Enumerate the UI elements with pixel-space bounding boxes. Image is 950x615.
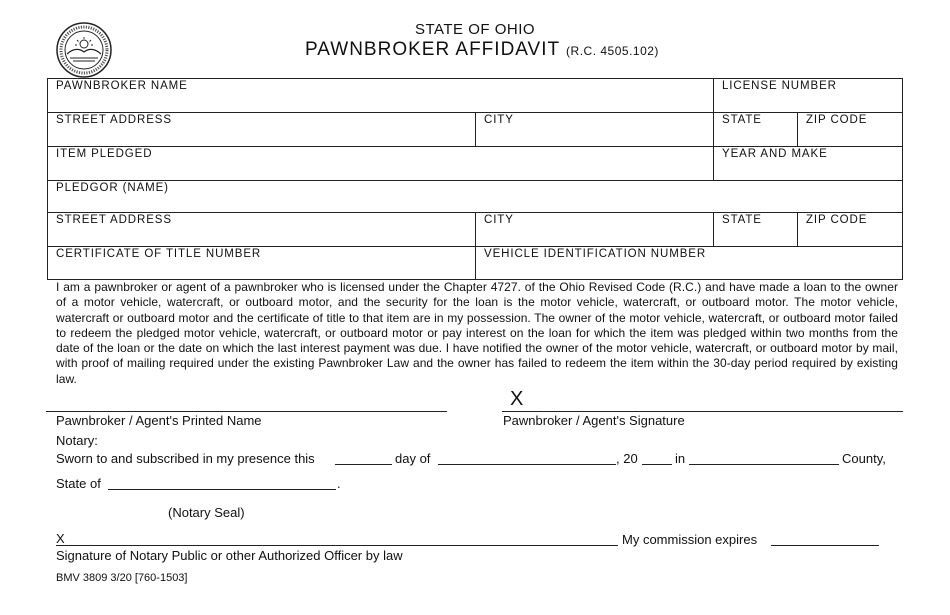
state-period: . xyxy=(337,476,341,491)
pledgor-name-field[interactable] xyxy=(47,180,903,213)
year-line[interactable] xyxy=(642,464,672,465)
notary-seal-text: (Notary Seal) xyxy=(168,505,245,520)
notary-signature-line[interactable] xyxy=(56,545,618,546)
pledgor-state-field[interactable] xyxy=(713,212,798,247)
signature-label: Pawnbroker / Agent's Signature xyxy=(503,413,685,428)
pawnbroker-name-label: PAWNBROKER NAME xyxy=(56,80,188,92)
notary-heading: Notary: xyxy=(56,433,98,448)
pledgor-city-field[interactable] xyxy=(475,212,714,247)
certificate-of-title-label: CERTIFICATE OF TITLE NUMBER xyxy=(56,248,262,260)
form-statute-code: (R.C. 4505.102) xyxy=(566,44,659,58)
zip-code-label: ZIP CODE xyxy=(806,214,868,226)
printed-name-label: Pawnbroker / Agent's Printed Name xyxy=(56,413,262,428)
certificate-of-title-field[interactable] xyxy=(47,246,476,280)
signature-line[interactable] xyxy=(502,411,903,412)
day-number-line[interactable] xyxy=(335,464,392,465)
printed-name-line[interactable] xyxy=(46,411,447,412)
vin-label: VEHICLE IDENTIFICATION NUMBER xyxy=(484,248,707,260)
pawnbroker-city-field[interactable] xyxy=(475,112,714,147)
affidavit-statement: I am a pawnbroker or agent of a pawnbroker who is licensed under the Chapter 4727. of the Ohio Revised Code (R.C.) and have made a loan to the owner of a motor vehicle, watercraft, or outboard motor, and the security for the loan is the motor vehicle, watercraft, or outboard motor. The motor vehicle, watercraft or outboard motor and the certificate of title to that item are in my possession. The owner of the motor vehicle, watercraft, or outboard motor failed to redeem the pledged motor vehicle, watercraft, or outboard motor or pay interest on the loan for which the item was pledged within two months from the date of the loan or the date on which the last interest payment was due. I have notified the owner of the motor vehicle, watercraft, or outboard motor by mail, with proof of mailing required under the existing Pawnbroker Law and the owner has failed to redeem the item within the 30-day period required by existing law. xyxy=(56,280,898,386)
year-prefix-text: , 20 xyxy=(616,451,638,466)
state-of-text: State of xyxy=(56,476,101,491)
notary-x-mark: X xyxy=(56,531,65,546)
form-title-text: PAWNBROKER AFFIDAVIT xyxy=(305,39,560,60)
city-label: CITY xyxy=(484,214,514,226)
form-state-title: STATE OF OHIO xyxy=(414,21,536,38)
street-address-label: STREET ADDRESS xyxy=(56,214,172,226)
pledgor-zip-field[interactable] xyxy=(797,212,903,247)
zip-code-label: ZIP CODE xyxy=(806,114,868,126)
item-pledged-label: ITEM PLEDGED xyxy=(56,148,153,160)
form-code: BMV 3809 3/20 [760-1503] xyxy=(56,572,188,584)
license-number-label: LICENSE NUMBER xyxy=(722,80,837,92)
pledgor-name-label: PLEDGOR (NAME) xyxy=(56,182,169,194)
signature-x-mark: X xyxy=(510,388,524,410)
item-pledged-field[interactable] xyxy=(47,146,714,181)
state-label: STATE xyxy=(722,214,762,226)
commission-expires-text: My commission expires xyxy=(622,532,758,547)
year-and-make-field[interactable] xyxy=(713,146,903,181)
pledgor-street-address-field[interactable] xyxy=(47,212,476,247)
year-and-make-label: YEAR AND MAKE xyxy=(722,148,828,160)
state-label: STATE xyxy=(722,114,762,126)
city-label: CITY xyxy=(484,114,514,126)
commission-date-line[interactable] xyxy=(771,545,879,546)
day-of-text: day of xyxy=(395,451,431,466)
county-line[interactable] xyxy=(689,464,839,465)
license-number-field[interactable] xyxy=(713,78,903,113)
vin-field[interactable] xyxy=(475,246,903,280)
form-title xyxy=(0,39,950,61)
in-text: in xyxy=(675,451,686,466)
street-address-label: STREET ADDRESS xyxy=(56,114,172,126)
county-text: County, xyxy=(842,451,886,466)
sworn-text: Sworn to and subscribed in my presence this xyxy=(56,451,315,466)
pawnbroker-name-field[interactable] xyxy=(47,78,714,113)
notary-state-line[interactable] xyxy=(108,489,336,490)
pawnbroker-street-address-field[interactable] xyxy=(47,112,476,147)
notary-signature-label: Signature of Notary Public or other Authorized Officer by law xyxy=(56,548,403,563)
month-line[interactable] xyxy=(438,464,616,465)
pawnbroker-state-field[interactable] xyxy=(713,112,798,147)
pawnbroker-zip-field[interactable] xyxy=(797,112,903,147)
